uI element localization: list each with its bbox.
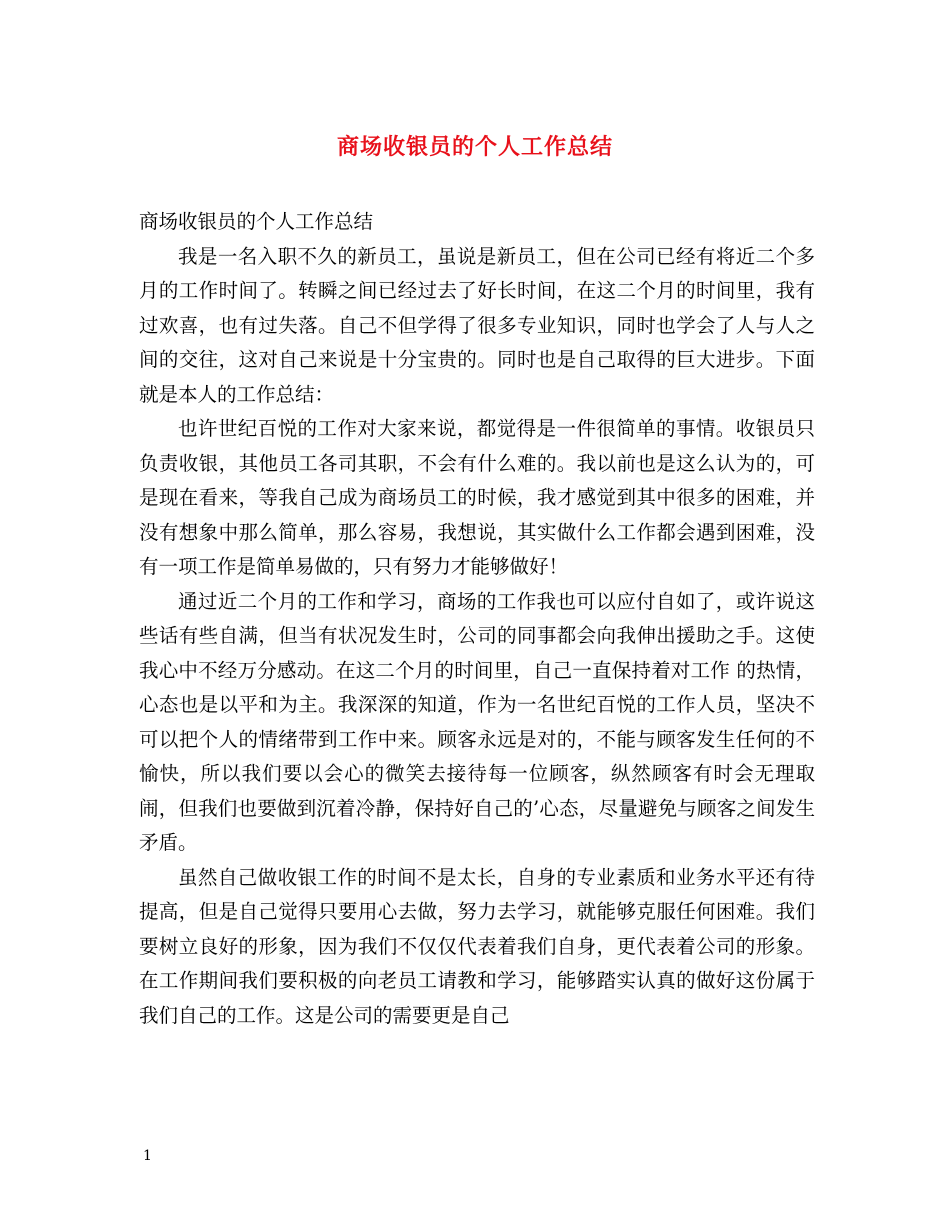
document-body [139,205,815,1033]
page-number: 1 [143,1148,152,1164]
paragraph-1: 我是一名入职不久的新员工，虽说是新员工，但在公司已经有将近二个多月的工作时间了。转瞬之间已经过去了好长时间，在这二个月的时间里，我有过欢喜，也有过失落。自己不但学得了很多专业知识，同时也学会了人与人之间的交往，这对自己来说是十分宝贵的。同时也是自己取得的巨大进步。下面就是本人的工作总结： [139,244,815,406]
paragraph-2: 也许世纪百悦的工作对大家来说，都觉得是一件很简单的事情。收银员只负责收银，其他员工各司其职，不会有什么难的。我以前也是这么认为的，可是现在看来，等我自己成为商场员工的时候，我才感觉到其中很多的困难，并没有想象中那么简单，那么容易，我想说，其实做什么工作都会遇到困难，没有一项工作是简单易做的，只有努力才能够做好！ [139,417,815,578]
document-subtitle: 商场收银员的个人工作总结 [139,210,374,233]
document-title: 商场收银员的个人工作总结 [336,134,613,160]
paragraph-3: 通过近二个月的工作和学习，商场的工作我也可以应付自如了，或许说这些话有些自满，但当有状况发生时，公司的同事都会向我伸出援助之手。这使我心中不经万分感动。在这二个月的时间里，自己一直保持着对工作 的热情，心态也是以平和为主。我深深的知道，作为一名世纪百悦的工作人员，坚决不可以把个人的情绪带到工作中来。顾客永远是对的，不能与顾客发生任何的不愉快，所以我们要以会心的微笑去接待每一位顾客，纵然顾客有时会无理取闹，但我们也要做到沉着冷静，保持好自己的’心态，尽量避免与顾客之间发生矛盾。 [139,589,815,854]
paragraph-4: 虽然自己做收银工作的时间不是太长，自身的专业素质和业务水平还有待提高，但是自己觉得只要用心去做，努力去学习，就能够克服任何困难。我们要树立良好的形象，因为我们不仅仅代表着我们自身，更代表着公司的形象。在工作期间我们要积极的向老员工请教和学习，能够踏实认真的做好这份属于我们自己的工作。这是公司的需要更是自己 [139,865,815,1027]
